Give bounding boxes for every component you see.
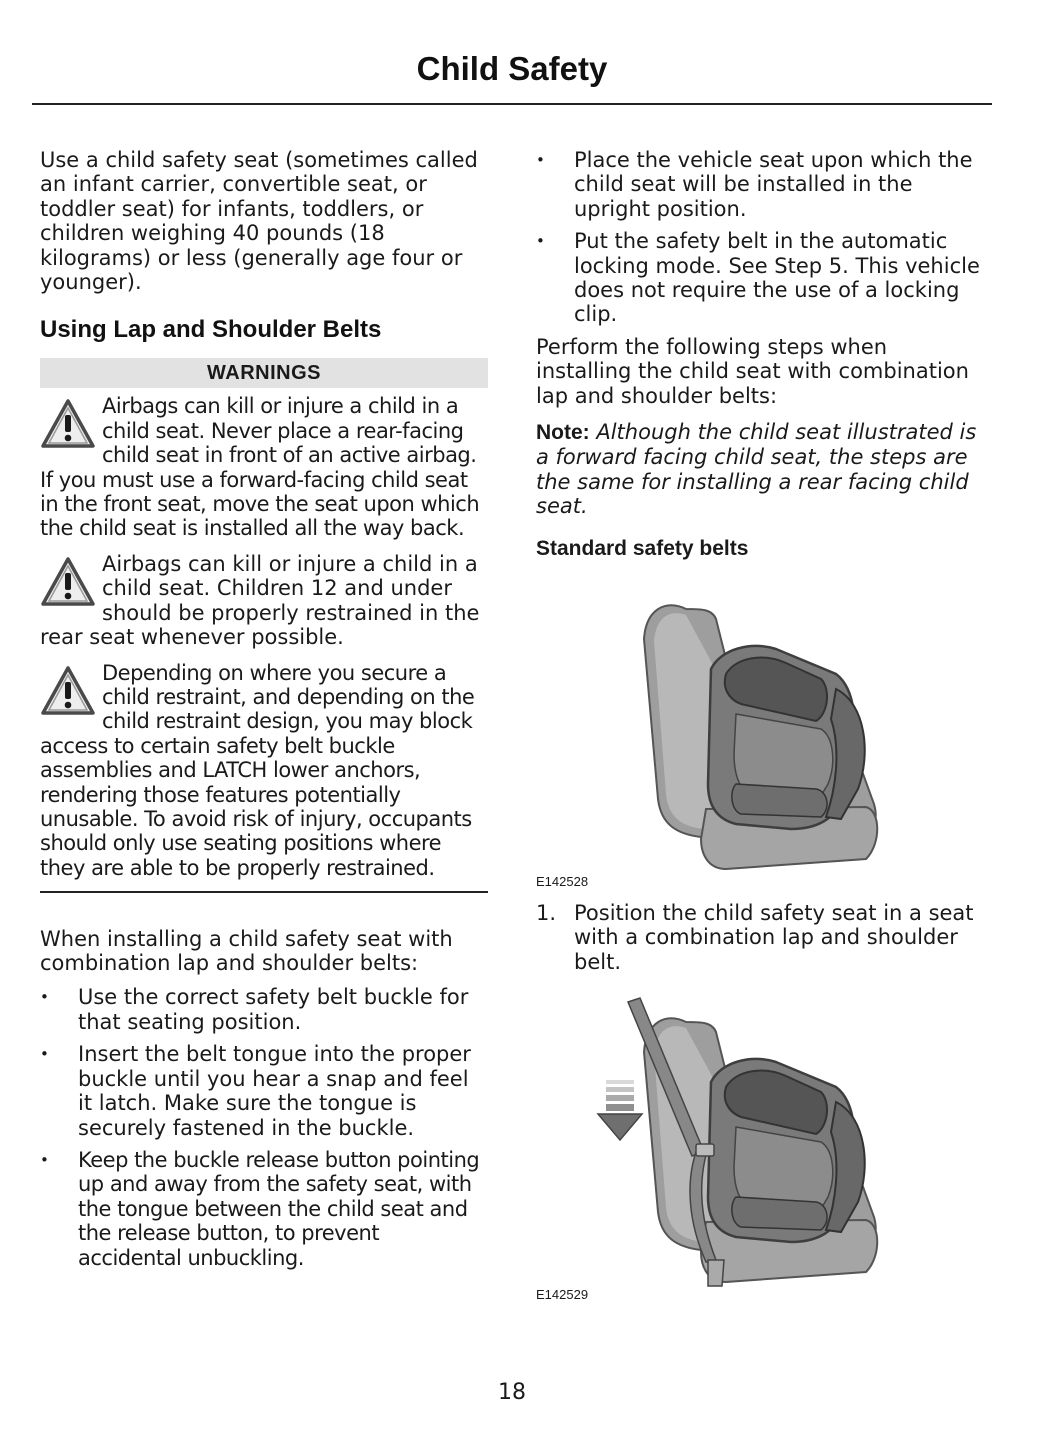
figure-child-seat-belt <box>536 992 986 1302</box>
note-label: Note: <box>536 421 590 445</box>
prep-bullet-list <box>536 148 986 327</box>
warning-text: Airbags can kill or injure a child in a child seat. Children 12 and under should be properly restrained in the rear seat whenever possible. <box>40 551 480 650</box>
standard-belts-heading: Standard safety belts <box>536 536 749 560</box>
list-item: • Use the correct safety belt buckle for that seating position. <box>40 985 488 1034</box>
list-item: • Keep the buckle release button pointing up and away from the safety seat, with the tongue between the child seat and the release button, to prevent accidental unbuckling. <box>40 1148 488 1270</box>
section-heading: Using Lap and Shoulder Belts <box>40 316 382 344</box>
figure-code: E142529 <box>536 1286 589 1302</box>
warning-item <box>40 661 488 881</box>
warning-text: Depending on where you secure a child restraint, and depending on the child restraint design, you may block access to certain safety belt buckle assemblies and LATCH lower anchors, rendering those features potentially unusable. To avoid risk of injury, occupants should only use seating positions where they are able to be properly restrained. <box>40 660 475 880</box>
perform-paragraph: Perform the following steps when installing the child seat with combination lap and shoulder belts: <box>536 334 969 408</box>
note-text: Although the child seat illustrated is a forward facing child seat, the steps are the same for installing a rear facing child seat. <box>536 420 977 519</box>
warning-text: Airbags can kill or injure a child in a child seat. Never place a rear-facing child seat in front of an active airbag. If you must use a forward-facing child seat in the front seat, move the seat upon which the child seat is installed all the way back. <box>40 394 480 541</box>
warning-triangle-icon <box>40 665 96 717</box>
left-column <box>40 148 488 1278</box>
child-seat-with-belt-illustration <box>536 992 986 1292</box>
figure-code: E142528 <box>536 873 589 889</box>
warning-item <box>40 394 488 540</box>
step-text: Position the child safety seat in a seat with a combination lap and shoulder belt. <box>574 900 974 974</box>
install-intro: When installing a child safety seat with combination lap and shoulder belts: <box>40 926 453 976</box>
warning-triangle-icon <box>40 556 96 608</box>
figure-child-seat <box>536 579 986 889</box>
child-seat-illustration <box>536 579 986 879</box>
note-paragraph <box>536 420 986 519</box>
page-number: 18 <box>498 1380 526 1405</box>
list-item: • Put the safety belt in the automatic locking mode. See Step 5. This vehicle does not require the use of a locking clip. <box>536 229 986 327</box>
intro-paragraph: Use a child safety seat (sometimes called an infant carrier, convertible seat, or toddler seat) for infants, toddlers, or children weighing 40 pounds (18 kilograms) or less (generally age four or younger). <box>40 148 478 295</box>
warning-triangle-icon <box>40 398 96 450</box>
install-bullet-list <box>40 985 488 1269</box>
steps-list <box>536 901 986 974</box>
right-column <box>536 148 986 1302</box>
warnings-header: WARNINGS <box>40 358 488 388</box>
list-item: • Place the vehicle seat upon which the child seat will be installed in the upright position. <box>536 148 986 221</box>
warnings-divider <box>40 891 488 893</box>
page-title: Child Safety <box>416 50 608 87</box>
title-divider <box>32 103 992 105</box>
step-item <box>536 901 986 974</box>
step-number: 1. <box>536 900 557 925</box>
list-item: • Insert the belt tongue into the proper buckle until you hear a snap and feel it latch. Make sure the tongue is securely fastened in the buckle. <box>40 1042 488 1140</box>
warning-item <box>40 552 488 650</box>
